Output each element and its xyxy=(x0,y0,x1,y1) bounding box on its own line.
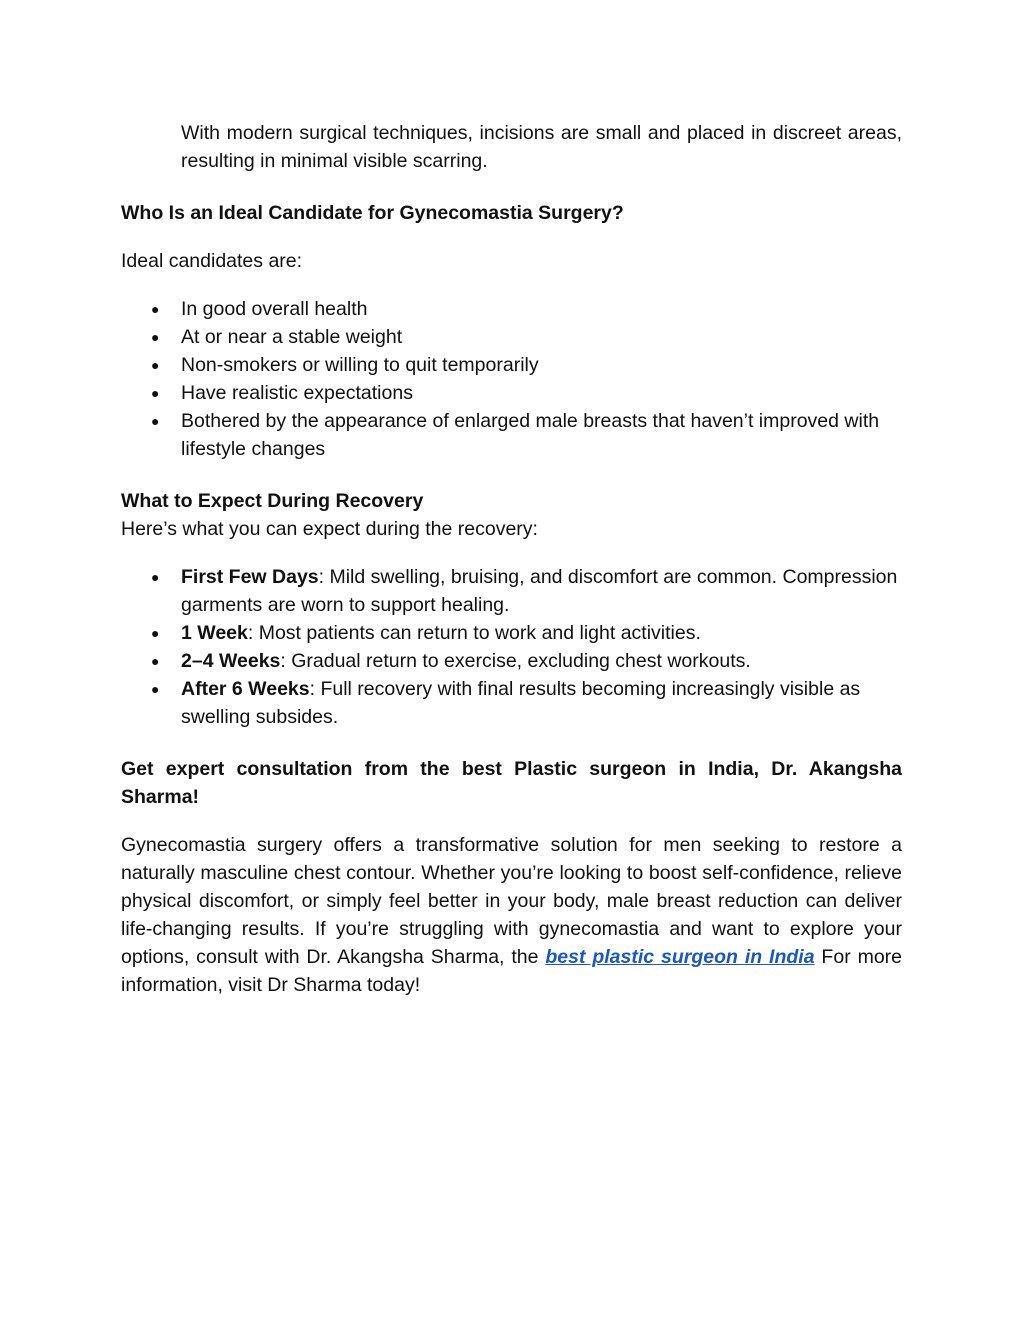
recovery-heading: What to Expect During Recovery xyxy=(121,490,424,512)
best-surgeon-link[interactable]: best plastic surgeon in India xyxy=(545,946,815,968)
candidate-lead: Ideal candidates are: xyxy=(121,250,303,272)
bullet-icon: ● xyxy=(151,653,160,669)
bullet-icon: ● xyxy=(151,413,160,429)
document-page xyxy=(121,119,902,999)
list-item: ● Have realistic expectations xyxy=(121,379,902,407)
bullet-icon: ● xyxy=(151,329,160,345)
recovery-item-label: 2–4 Weeks xyxy=(181,650,281,672)
recovery-lead: Here’s what you can expect during the recovery: xyxy=(121,518,538,540)
list-item: ● At or near a stable weight xyxy=(121,323,902,351)
bullet-icon: ● xyxy=(151,301,160,317)
bullet-icon: ● xyxy=(151,357,160,373)
bullet-icon: ● xyxy=(151,625,160,641)
candidate-heading: Who Is an Ideal Candidate for Gynecomastia Surgery? xyxy=(121,202,624,224)
bullet-icon: ● xyxy=(151,385,160,401)
closing-paragraph: Gynecomastia surgery offers a transformative solution for men seeking to restore a naturally masculine chest contour. Whether you’re looking to boost self-confidence, relieve physical discomfort, or simply feel better in your body, male breast reduction can deliver life-changing results. If you’re struggling with gynecomastia and want to explore your options, consult with Dr. Akangsha Sharma, the best plastic surgeon in India For more information, visit Dr Sharma today! xyxy=(121,834,902,996)
list-item: ● 1 Week: Most patients can return to work and light activities. xyxy=(121,619,902,647)
candidate-list xyxy=(121,295,902,463)
list-item: ● First Few Days: Mild swelling, bruising, and discomfort are common. Compression garments are worn to support healing. xyxy=(121,563,902,619)
recovery-item-label: 1 Week xyxy=(181,622,248,644)
bullet-icon: ● xyxy=(151,681,160,697)
cta-heading: Get expert consultation from the best Plastic surgeon in India, Dr. Akangsha Sharma! xyxy=(121,758,902,808)
list-item: ● In good overall health xyxy=(121,295,902,323)
intro-paragraph: With modern surgical techniques, incisions are small and placed in discreet areas, resulting in minimal visible scarring. xyxy=(181,122,902,172)
list-item: ● 2–4 Weeks: Gradual return to exercise, excluding chest workouts. xyxy=(121,647,902,675)
list-item: ● After 6 Weeks: Full recovery with final results becoming increasingly visible as swelling subsides. xyxy=(121,675,902,731)
recovery-item-label: After 6 Weeks xyxy=(181,678,310,700)
bullet-icon: ● xyxy=(151,569,160,585)
recovery-item-label: First Few Days xyxy=(181,566,319,588)
list-item: ● Bothered by the appearance of enlarged male breasts that haven’t improved with lifestyle changes xyxy=(121,407,902,463)
list-item: ● Non-smokers or willing to quit temporarily xyxy=(121,351,902,379)
recovery-list xyxy=(121,563,902,731)
